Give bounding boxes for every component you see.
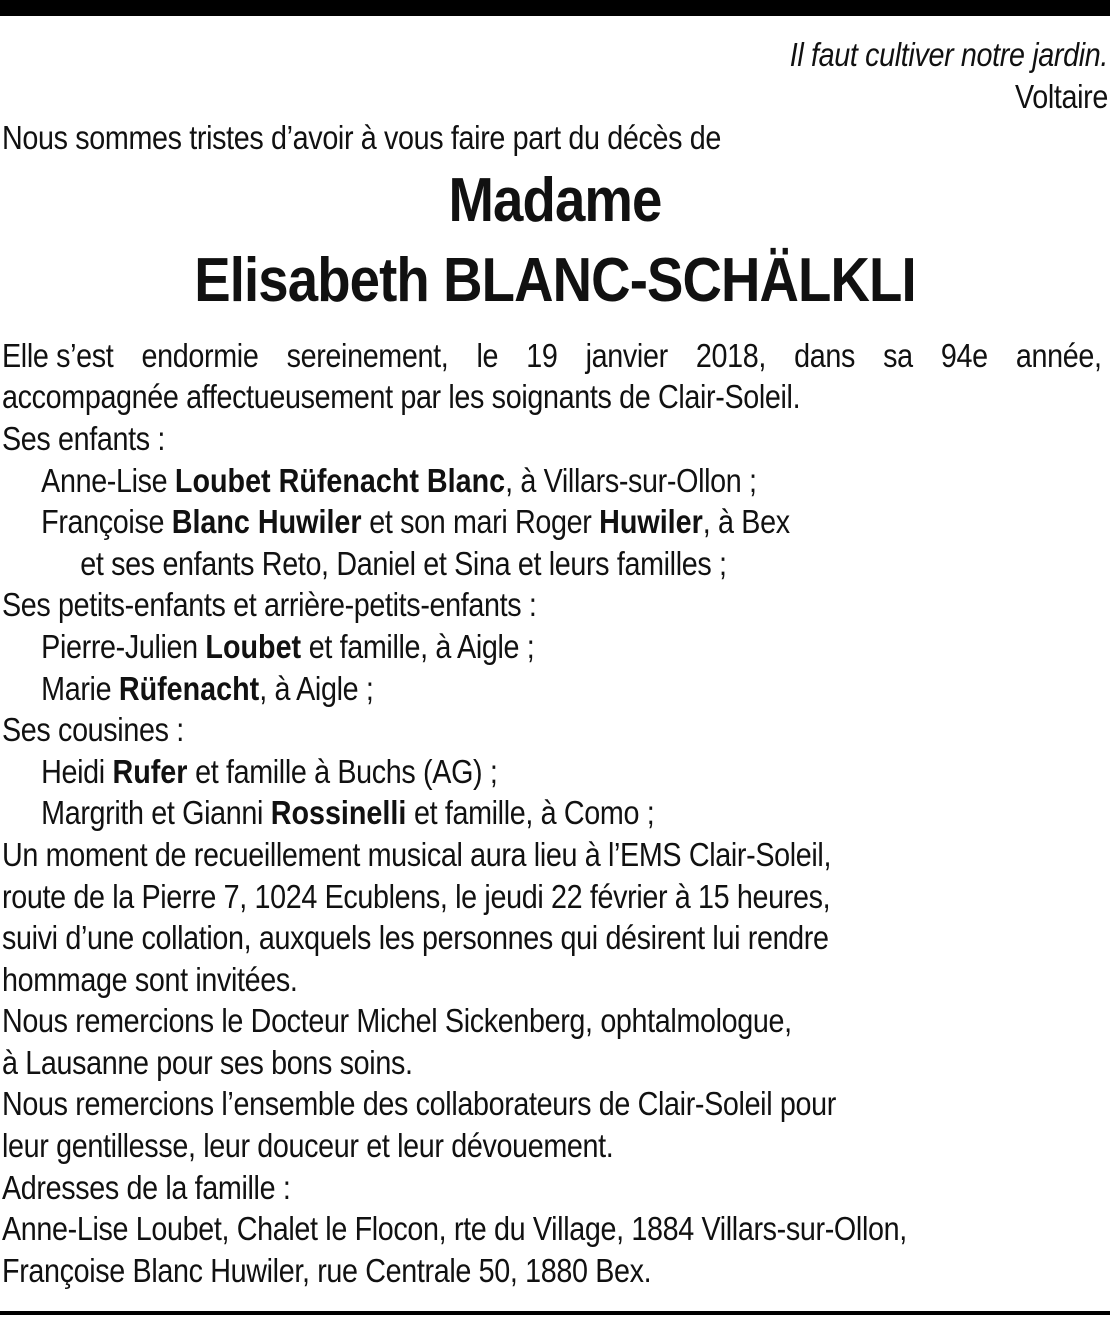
word: sereinement, [286,336,449,374]
grandchild-entry-1 [2,626,964,668]
deceased-name: Elisabeth BLANC-SCHÄLKLI [194,245,916,315]
given-name: Anne-Lise [41,461,175,499]
word: endormie [141,336,259,374]
family-name: Loubet [205,627,302,665]
family-name: Huwiler [599,503,703,541]
word: 19 [526,336,558,374]
word: janvier [585,336,668,374]
family-name: Rufer [112,752,188,790]
given-name: Marie [41,669,119,707]
given-name: Pierre-Julien [41,627,206,665]
thanks-staff-line-2: leur gentillesse, leur douceur et leur dévouement. [2,1127,614,1165]
word: 2018, [695,336,767,374]
family-name: Rüfenacht [118,669,260,707]
given-name: Heidi [41,752,113,790]
family-name: Loubet Rüfenacht Blanc [174,461,506,499]
location-text: et famille, à Aigle ; [301,627,535,665]
thanks-staff-line-1: Nous remercions l’ensemble des collaborateurs de Clair-Soleil pour [2,1085,836,1123]
epigraph-quote: Il faut cultiver notre jardin. [789,36,1108,73]
deceased-title: Madame [448,165,662,235]
location-text: , à Bex [702,503,790,541]
cousin-entry-1 [2,751,964,793]
deceased-name-block [2,161,1108,321]
word: le [476,336,499,374]
word: année, [1015,336,1102,374]
thanks-doctor-line-1: Nous remercions le Docteur Michel Sickenberg, ophtalmologue, [2,1002,792,1040]
family-name: Blanc Huwiler [171,503,362,541]
bottom-rule [0,1311,1110,1315]
death-notice-line-1 [2,335,1102,377]
given-name: Françoise [41,503,172,541]
ceremony-line-2: route de la Pierre 7, 1024 Ecublens, le jeudi 22 février à 15 heures, [2,877,831,915]
child-entry-1 [2,460,964,502]
epigraph-author: Voltaire [1015,77,1108,115]
cousins-heading: Ses cousines : [2,711,184,749]
intro-text: Nous sommes tristes d’avoir à vous faire part du décès de [2,119,721,157]
addresses-heading: Adresses de la famille : [2,1168,291,1206]
word: 94e [940,336,988,374]
family-name: Rossinelli [270,794,407,832]
death-notice-line-2: accompagnée affectueusement par les soignants de Clair-Soleil. [2,378,801,416]
location-text: , à Aigle ; [259,669,374,707]
location-text: , à Villars-sur-Ollon ; [505,461,757,499]
location-text: et famille, à Como ; [406,794,655,832]
ceremony-line-1: Un moment de recueillement musical aura lieu à l’EMS Clair-Soleil, [2,835,832,873]
location-text: et famille à Buchs (AG) ; [187,752,498,790]
spouse-text: et son mari Roger [361,503,600,541]
children-heading: Ses enfants : [2,419,166,457]
word: dans [794,336,856,374]
thanks-doctor-line-2: à Lausanne pour ses bons soins. [2,1043,413,1081]
ceremony-line-4: hommage sont invitées. [2,960,298,998]
top-rule [0,0,1110,16]
word: sa [883,336,913,374]
child-entry-2-continued: et ses enfants Reto, Daniel et Sina et leurs familles ; [80,544,727,582]
address-1: Anne-Lise Loubet, Chalet le Flocon, rte du Village, 1884 Villars-sur-Ollon, [2,1210,907,1248]
ceremony-line-3: suivi d’une collation, auxquels les personnes qui désirent lui rendre [2,919,829,957]
address-2: Françoise Blanc Huwiler, rue Centrale 50, 1880 Bex. [2,1251,652,1289]
grandchildren-heading: Ses petits-enfants et arrière-petits-enfants : [2,586,537,624]
given-name: Margrith et Gianni [41,794,271,832]
notice-body [2,34,1108,1291]
cousin-entry-2 [2,792,964,834]
child-entry-2 [2,501,964,543]
word: Elle s’est [2,336,114,374]
grandchild-entry-2 [2,668,964,710]
